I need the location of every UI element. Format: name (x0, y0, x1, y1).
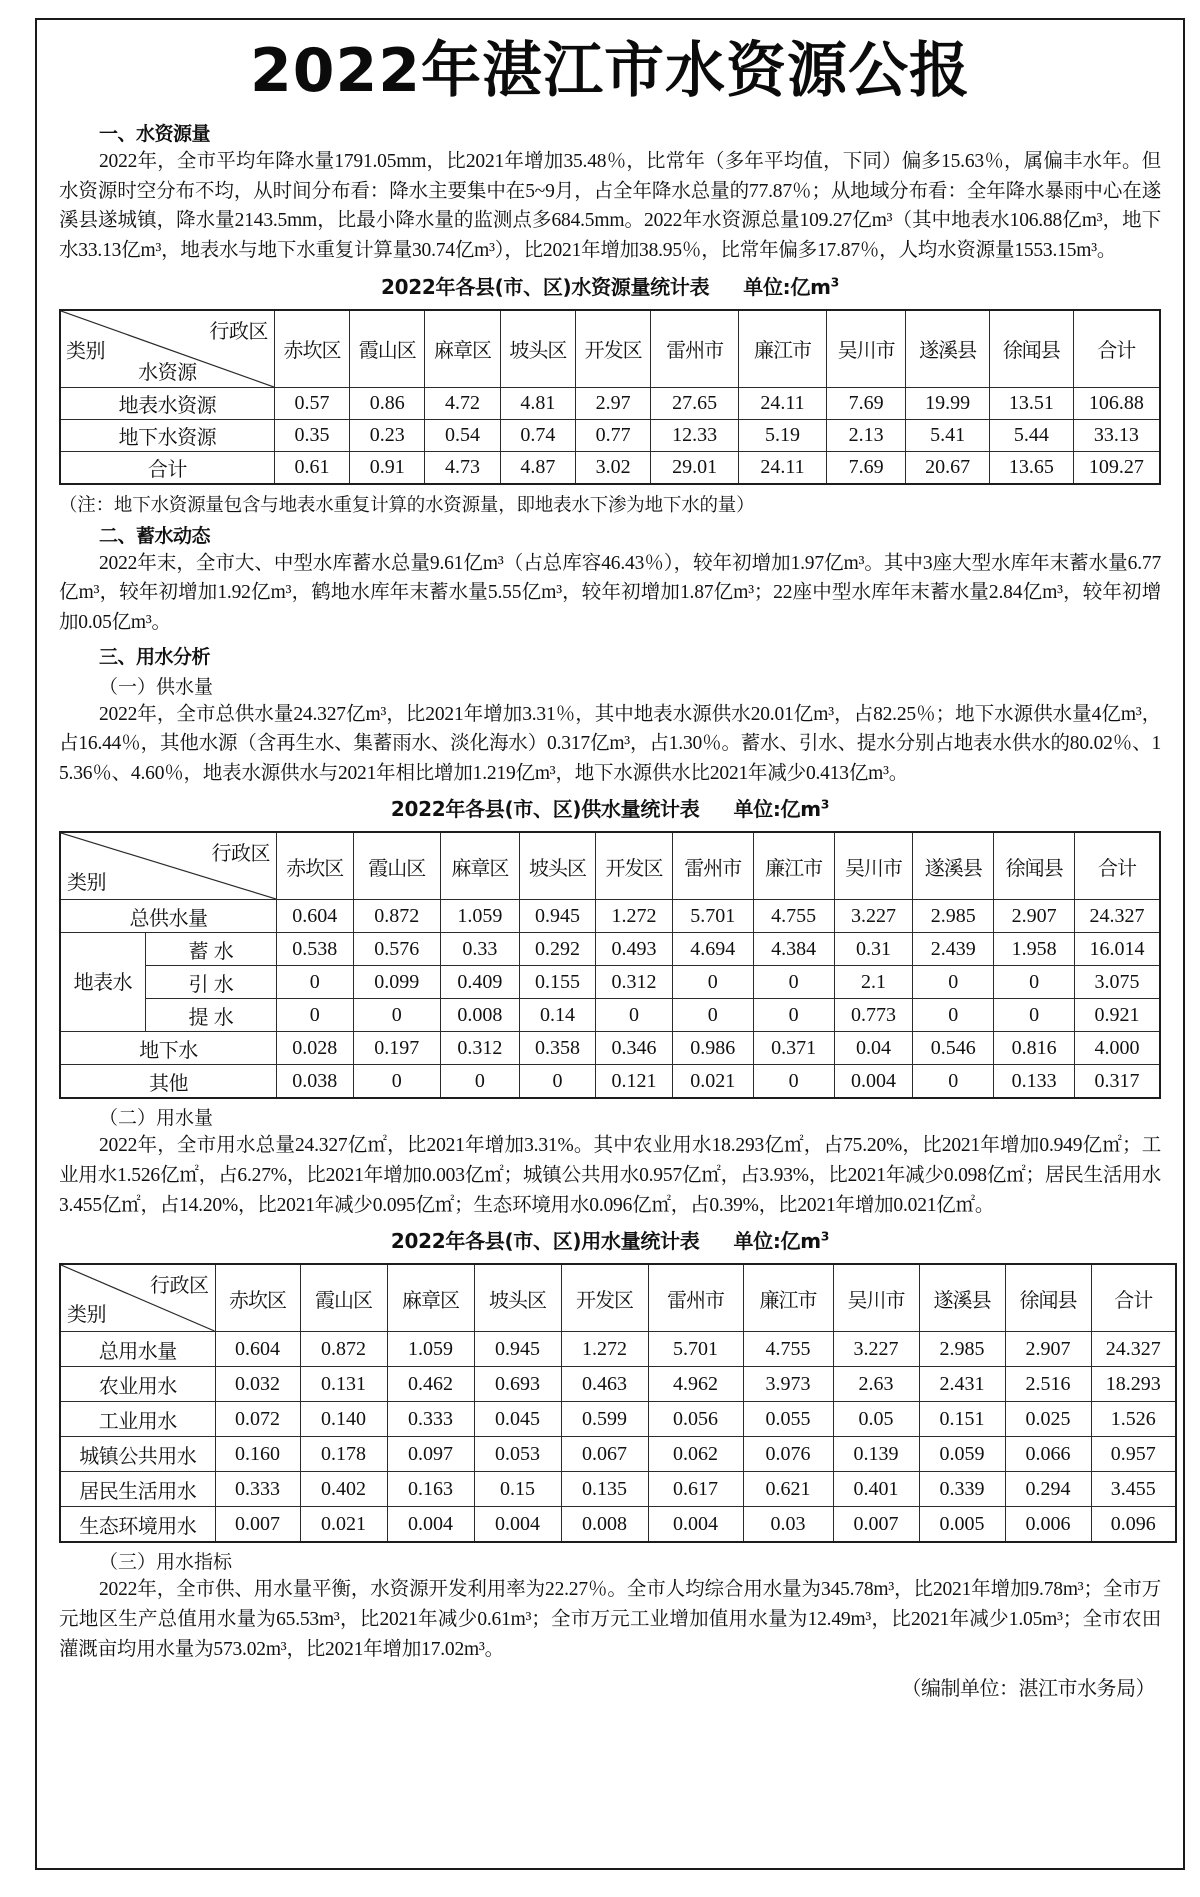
table1-row-label: 合计 (60, 451, 274, 484)
table2-cell: 0.872 (353, 900, 440, 933)
table1-cell: 33.13 (1073, 419, 1160, 451)
table-row (60, 387, 1160, 419)
table1-cell: 20.67 (906, 451, 990, 484)
table2-cell: 0 (519, 1065, 596, 1099)
table3-cell: 0.007 (833, 1507, 919, 1543)
table3-cell: 0.045 (474, 1402, 561, 1437)
table2-cell: 0.312 (596, 966, 673, 999)
table3-cell: 0.599 (561, 1402, 648, 1437)
table-row (60, 1367, 1176, 1402)
table1-cell: 13.65 (990, 451, 1074, 484)
table3-cell: 0.131 (300, 1367, 387, 1402)
table2-col-header: 赤坎区 (276, 832, 353, 900)
table3-cell: 0.056 (648, 1402, 743, 1437)
table3-col-header: 遂溪县 (919, 1264, 1005, 1332)
table1-cell: 2.97 (575, 387, 650, 419)
table3-cell: 3.973 (743, 1367, 833, 1402)
table2-cell: 0.816 (994, 1032, 1075, 1065)
table3-cell: 0.294 (1005, 1472, 1091, 1507)
table2-cell: 0 (994, 966, 1075, 999)
table2-caption-text: 2022年各县(市、区)供水量统计表 (390, 797, 700, 822)
table1-cell: 0.77 (575, 419, 650, 451)
table3-cell: 2.516 (1005, 1367, 1091, 1402)
table3-cell: 0.139 (833, 1437, 919, 1472)
table3-cell: 0.401 (833, 1472, 919, 1507)
subsection-heading-usage: （二）用水量 (99, 1108, 214, 1130)
table-water-resources (59, 309, 1161, 485)
table1-cell: 24.11 (739, 451, 827, 484)
table3-cell: 0.03 (743, 1507, 833, 1543)
table3-cell: 1.526 (1091, 1402, 1176, 1437)
table1-cell: 0.57 (274, 387, 349, 419)
table2-cell: 4.694 (672, 933, 753, 966)
table2-cell: 0 (753, 1065, 834, 1099)
table-row (60, 900, 1160, 933)
table2-cell: 0 (440, 1065, 519, 1099)
table-row (60, 1332, 1176, 1367)
table-row (60, 1402, 1176, 1437)
table2-cell: 0 (353, 999, 440, 1032)
table2-col-header: 麻章区 (440, 832, 519, 900)
table2-cell: 0 (994, 999, 1075, 1032)
table1-row-label: 地下水资源 (60, 419, 274, 451)
table3-row-label: 工业用水 (60, 1402, 215, 1437)
table3-row-label: 居民生活用水 (60, 1472, 215, 1507)
table2-group-label-surface-water: 地表水 (60, 933, 145, 1032)
table1-cell: 4.72 (425, 387, 500, 419)
table2-cell: 0.538 (276, 933, 353, 966)
table2-corner-category-label: 类别 (67, 870, 106, 895)
table3-cell: 0.067 (561, 1437, 648, 1472)
table3-cell: 0.15 (474, 1472, 561, 1507)
subsection-heading-indicators: （三）用水指标 (99, 1552, 233, 1574)
section-heading-water-use: 三、用水分析 (99, 645, 211, 668)
table2-cell: 0.099 (353, 966, 440, 999)
table1-cell: 5.41 (906, 419, 990, 451)
table3-col-header: 吴川市 (833, 1264, 919, 1332)
table2-cell: 0.14 (519, 999, 596, 1032)
bulletin-page (35, 18, 1185, 1870)
table3-unit: 单位:亿$m^3$ (733, 1228, 830, 1254)
table1-cell: 19.99 (906, 387, 990, 419)
table3-cell: 0.032 (215, 1367, 300, 1402)
table2-cell: 5.701 (672, 900, 753, 933)
table2-cell: 0.004 (834, 1065, 913, 1099)
table2-cell: 0 (913, 999, 994, 1032)
table3-cell: 0.333 (215, 1472, 300, 1507)
table3-cell: 0.872 (300, 1332, 387, 1367)
table1-cell: 0.74 (500, 419, 575, 451)
section-heading-storage: 二、蓄水动态 (99, 524, 211, 547)
table2-cell: 0.121 (596, 1065, 673, 1099)
table1-col-header: 廉江市 (739, 310, 827, 388)
table-row (60, 1472, 1176, 1507)
table1-caption (59, 271, 1161, 300)
table3-cell: 2.907 (1005, 1332, 1091, 1367)
table-row (60, 999, 1160, 1032)
table2-cell: 4.000 (1075, 1032, 1160, 1065)
table3-row-label: 城镇公共用水 (60, 1437, 215, 1472)
table2-cell: 0.197 (353, 1032, 440, 1065)
table3-cell: 0.055 (743, 1402, 833, 1437)
table2-col-header: 雷州市 (672, 832, 753, 900)
table3-caption-text: 2022年各县(市、区)用水量统计表 (390, 1229, 700, 1254)
table3-cell: 0.053 (474, 1437, 561, 1472)
table-row (60, 933, 1160, 966)
table3-col-header: 霞山区 (300, 1264, 387, 1332)
table1-caption-text: 2022年各县(市、区)水资源量统计表 (381, 274, 710, 299)
table3-cell: 0.693 (474, 1367, 561, 1402)
table2-col-header: 吴川市 (834, 832, 913, 900)
table1-unit: 单位:亿$m^3$ (743, 274, 839, 299)
table2-cell: 0.038 (276, 1065, 353, 1099)
table2-cell: 0.346 (596, 1032, 673, 1065)
table3-cell: 0.021 (300, 1507, 387, 1543)
table2-col-header: 合计 (1075, 832, 1160, 900)
table3-col-header: 徐闻县 (1005, 1264, 1091, 1332)
table2-cell: 0 (596, 999, 673, 1032)
table3-cell: 0.004 (387, 1507, 474, 1543)
table2-cell: 0.493 (596, 933, 673, 966)
table1-note: （注：地下水资源量包含与地表水重复计算的水资源量，即地表水下渗为地下水的量） (59, 495, 755, 516)
table2-cell: 0.133 (994, 1065, 1075, 1099)
table3-row-label: 农业用水 (60, 1367, 215, 1402)
table1-cell: 0.35 (274, 419, 349, 451)
table1-cell: 7.69 (826, 387, 905, 419)
table2-cell: 1.272 (596, 900, 673, 933)
table2-corner-cell (60, 832, 276, 900)
table1-cell: 109.27 (1073, 451, 1160, 484)
table2-cell: 0 (913, 1065, 994, 1099)
table3-cell: 2.985 (919, 1332, 1005, 1367)
table2-cell: 0.358 (519, 1032, 596, 1065)
table3-cell: 0.178 (300, 1437, 387, 1472)
table3-cell: 5.701 (648, 1332, 743, 1367)
table1-cell: 5.44 (990, 419, 1074, 451)
table3-col-header: 合计 (1091, 1264, 1176, 1332)
table2-cell: 3.227 (834, 900, 913, 933)
table2-cell: 0 (353, 1065, 440, 1099)
table2-col-header: 遂溪县 (913, 832, 994, 900)
table2-col-header: 坡头区 (519, 832, 596, 900)
table2-cell: 0.371 (753, 1032, 834, 1065)
table3-cell: 0.062 (648, 1437, 743, 1472)
table3-cell: 0.007 (215, 1507, 300, 1543)
table1-cell: 13.51 (990, 387, 1074, 419)
table2-cell: 0.33 (440, 933, 519, 966)
table2-cell: 0.317 (1075, 1065, 1160, 1099)
table2-cell: 0.773 (834, 999, 913, 1032)
table1-cell: 12.33 (651, 419, 739, 451)
table2-cell: 3.075 (1075, 966, 1160, 999)
table2-row-label: 蓄 水 (145, 933, 276, 966)
table3-cell: 1.059 (387, 1332, 474, 1367)
table3-cell: 0.957 (1091, 1437, 1176, 1472)
table2-cell: 1.059 (440, 900, 519, 933)
table2-cell: 0.155 (519, 966, 596, 999)
table3-cell: 0.135 (561, 1472, 648, 1507)
table1-col-header: 雷州市 (651, 310, 739, 388)
subsection-heading-supply: （一）供水量 (99, 676, 214, 698)
table2-caption (59, 793, 1161, 822)
table2-cell: 0 (753, 966, 834, 999)
table3-cell: 0.005 (919, 1507, 1005, 1543)
table2-cell: 0.921 (1075, 999, 1160, 1032)
table3-cell: 2.63 (833, 1367, 919, 1402)
table2-row-label: 其他 (60, 1065, 276, 1099)
table1-cell: 0.91 (350, 451, 425, 484)
table3-cell: 0.463 (561, 1367, 648, 1402)
table1-cell: 3.02 (575, 451, 650, 484)
paragraph-supply: 2022年，全市总供水量24.327亿m³，比2021年增加3.31％，其中地表水源供水20.01亿m³，占82.25％；地下水源供水量4亿m³，占16.44％，其他水源（含再生水、集蓄雨水、淡化海水）0.317亿m³，占1.30％。蓄水、引水、提水分别占地表水供水的80.02％、15.36％、4.60％，地表水源供水与2021年相比增加1.219亿m³，地下水源供水比2021年减少0.413亿m³。 (59, 703, 1161, 784)
table2-col-header: 廉江市 (753, 832, 834, 900)
table3-corner-cell (60, 1264, 215, 1332)
table2-cell: 0.409 (440, 966, 519, 999)
table1-col-header: 霞山区 (350, 310, 425, 388)
table1-col-header: 麻章区 (425, 310, 500, 388)
table2-unit: 单位:亿$m^3$ (733, 796, 830, 822)
table3-cell: 0.151 (919, 1402, 1005, 1437)
table2-cell: 0.945 (519, 900, 596, 933)
table2-cell: 0.986 (672, 1032, 753, 1065)
table3-cell: 3.455 (1091, 1472, 1176, 1507)
table1-cell: 0.54 (425, 419, 500, 451)
table3-cell: 24.327 (1091, 1332, 1176, 1367)
table3-cell: 0.025 (1005, 1402, 1091, 1437)
table2-col-header: 徐闻县 (994, 832, 1075, 900)
table3-cell: 0.621 (743, 1472, 833, 1507)
table1-col-header: 合计 (1073, 310, 1160, 388)
table3-row-label: 生态环境用水 (60, 1507, 215, 1543)
table3-row-label: 总用水量 (60, 1332, 215, 1367)
page-title: 2022年湛江市水资源公报 (250, 36, 970, 106)
table1-col-header: 开发区 (575, 310, 650, 388)
table3-cell: 0.333 (387, 1402, 474, 1437)
table2-row-label: 提 水 (145, 999, 276, 1032)
table3-col-header: 廉江市 (743, 1264, 833, 1332)
table3-cell: 2.431 (919, 1367, 1005, 1402)
table2-cell: 4.755 (753, 900, 834, 933)
table3-cell: 0.059 (919, 1437, 1005, 1472)
table3-cell: 0.097 (387, 1437, 474, 1472)
table3-col-header: 赤坎区 (215, 1264, 300, 1332)
table2-cell: 0.008 (440, 999, 519, 1032)
table-row (60, 1507, 1176, 1543)
table2-cell: 0.576 (353, 933, 440, 966)
table1-corner-resource-label: 水资源 (138, 359, 197, 384)
table3-cell: 0.462 (387, 1367, 474, 1402)
table2-cell: 0.028 (276, 1032, 353, 1065)
table1-cell: 24.11 (739, 387, 827, 419)
table2-cell: 2.985 (913, 900, 994, 933)
table1-cell: 0.86 (350, 387, 425, 419)
table3-cell: 0.072 (215, 1402, 300, 1437)
table1-col-header: 坡头区 (500, 310, 575, 388)
table3-cell: 0.05 (833, 1402, 919, 1437)
table2-row-label: 地下水 (60, 1032, 276, 1065)
table2-cell: 0.04 (834, 1032, 913, 1065)
table1-cell: 5.19 (739, 419, 827, 451)
table1-cell: 0.23 (350, 419, 425, 451)
table2-cell: 0.604 (276, 900, 353, 933)
paragraph-indicators: 2022年，全市供、用水量平衡，水资源开发利用率为22.27％。全市人均综合用水量为345.78m³，比2021年增加9.78m³；全市万元地区生产总值用水量为65.53m³，比2021年减少0.61m³；全市万元工业增加值用水量为12.49m³，比2021年减少1.05m³；全市农田灌溉亩均用水量为573.02m³，比2021年增加17.02m³。 (59, 1579, 1161, 1660)
table3-cell: 0.066 (1005, 1437, 1091, 1472)
paragraph-storage: 2022年末，全市大、中型水库蓄水总量9.61亿m³（占总库容46.43％），较年初增加1.97亿m³。其中3座大型水库年末蓄水量6.77亿m³，较年初增加1.92亿m³，鹤地水库年末蓄水量5.55亿m³，较年初增加1.87亿m³；22座中型水库年末蓄水量2.84亿m³，较年初增加0.05亿m³。 (59, 552, 1161, 633)
table-water-supply (59, 831, 1161, 1099)
table2-col-header: 开发区 (596, 832, 673, 900)
table1-col-header: 遂溪县 (906, 310, 990, 388)
table3-header-row (60, 1264, 1176, 1332)
table1-cell: 106.88 (1073, 387, 1160, 419)
table-row (60, 1032, 1160, 1065)
table3-col-header: 麻章区 (387, 1264, 474, 1332)
page-content (37, 20, 1183, 1701)
table-water-usage (59, 1263, 1177, 1543)
table3-caption (59, 1225, 1161, 1254)
table1-cell: 4.87 (500, 451, 575, 484)
table2-row-label: 总供水量 (60, 900, 276, 933)
table3-cell: 0.163 (387, 1472, 474, 1507)
table3-col-header: 开发区 (561, 1264, 648, 1332)
table2-cell: 4.384 (753, 933, 834, 966)
table2-cell: 1.958 (994, 933, 1075, 966)
table3-cell: 0.004 (648, 1507, 743, 1543)
table2-cell: 0.292 (519, 933, 596, 966)
table1-cell: 29.01 (651, 451, 739, 484)
table3-corner-region-label: 行政区 (150, 1273, 209, 1298)
table3-cell: 18.293 (1091, 1367, 1176, 1402)
table-row (60, 451, 1160, 484)
table3-cell: 0.006 (1005, 1507, 1091, 1543)
table3-cell: 0.160 (215, 1437, 300, 1472)
table2-row-label: 引 水 (145, 966, 276, 999)
table2-cell: 2.907 (994, 900, 1075, 933)
table1-corner-region-label: 行政区 (209, 318, 268, 343)
publisher-credit: （编制单位：湛江市水务局） (901, 1676, 1155, 1701)
table1-col-header: 赤坎区 (274, 310, 349, 388)
table2-cell: 0 (276, 999, 353, 1032)
table1-cell: 27.65 (651, 387, 739, 419)
table3-cell: 0.096 (1091, 1507, 1176, 1543)
table1-row-label: 地表水资源 (60, 387, 274, 419)
table3-corner-category-label: 类别 (67, 1302, 106, 1327)
table1-cell: 7.69 (826, 451, 905, 484)
table2-header-row (60, 832, 1160, 900)
table3-cell: 3.227 (833, 1332, 919, 1367)
table1-cell: 4.81 (500, 387, 575, 419)
table-row (60, 1065, 1160, 1099)
table-row (60, 966, 1160, 999)
section-heading-water-resources: 一、水资源量 (99, 123, 211, 146)
table3-col-header: 雷州市 (648, 1264, 743, 1332)
table3-cell: 1.272 (561, 1332, 648, 1367)
paragraph-water-resources: 2022年，全市平均年降水量1791.05mm，比2021年增加35.48％，比常年（多年平均值，下同）偏多15.63％，属偏丰水年。但水资源时空分布不均，从时间分布看：降水主要集中在5~9月，占全年降水总量的77.87％；从地域分布看：全年降水暴雨中心在遂溪县遂城镇，降水量2143.5mm，比最小降水量的监测点多684.5mm。2022年水资源总量109.27亿m³（其中地表水106.88亿m³，地下水33.13亿m³，地表水与地下水重复计算量30.74亿m³），比2021年增加38.95％，比常年偏多17.87％，人均水资源量1553.15m³。 (59, 151, 1161, 262)
table2-cell: 0 (672, 966, 753, 999)
table3-cell: 4.755 (743, 1332, 833, 1367)
table2-cell: 2.1 (834, 966, 913, 999)
table-row (60, 1437, 1176, 1472)
table2-cell: 0 (753, 999, 834, 1032)
table2-cell: 24.327 (1075, 900, 1160, 933)
table1-cell: 4.73 (425, 451, 500, 484)
table1-col-header: 徐闻县 (990, 310, 1074, 388)
table-row (60, 419, 1160, 451)
table3-cell: 0.140 (300, 1402, 387, 1437)
table1-corner-cell (60, 310, 274, 388)
table1-header-row (60, 310, 1160, 388)
table3-cell: 0.402 (300, 1472, 387, 1507)
table1-cell: 0.61 (274, 451, 349, 484)
table3-cell: 0.617 (648, 1472, 743, 1507)
table3-cell: 0.945 (474, 1332, 561, 1367)
table2-cell: 0.546 (913, 1032, 994, 1065)
table2-cell: 0 (672, 999, 753, 1032)
table3-cell: 0.604 (215, 1332, 300, 1367)
table2-cell: 2.439 (913, 933, 994, 966)
table2-cell: 0 (913, 966, 994, 999)
table1-col-header: 吴川市 (826, 310, 905, 388)
table3-cell: 0.008 (561, 1507, 648, 1543)
table2-cell: 0.31 (834, 933, 913, 966)
table3-cell: 0.004 (474, 1507, 561, 1543)
paragraph-usage: 2022年，全市用水总量24.327亿㎡，比2021年增加3.31%。其中农业用水18.293亿㎡，占75.20%，比2021年增加0.949亿㎡；工业用水1.526亿㎡，占6.27%，比2021年增加0.003亿㎡；城镇公共用水0.957亿㎡，占3.93%，比2021年减少0.098亿㎡；居民生活用水3.455亿㎡，占14.20%，比2021年减少0.095亿㎡；生态环境用水0.096亿㎡，占0.39%，比2021年增加0.021亿㎡。 (59, 1135, 1161, 1216)
table1-corner-category-label: 类别 (66, 338, 105, 363)
table2-cell: 0 (276, 966, 353, 999)
table1-cell: 2.13 (826, 419, 905, 451)
table3-cell: 4.962 (648, 1367, 743, 1402)
table2-cell: 0.312 (440, 1032, 519, 1065)
table2-col-header: 霞山区 (353, 832, 440, 900)
table2-cell: 16.014 (1075, 933, 1160, 966)
table3-cell: 0.339 (919, 1472, 1005, 1507)
table3-col-header: 坡头区 (474, 1264, 561, 1332)
table3-cell: 0.076 (743, 1437, 833, 1472)
table2-corner-region-label: 行政区 (211, 841, 270, 866)
table2-cell: 0.021 (672, 1065, 753, 1099)
